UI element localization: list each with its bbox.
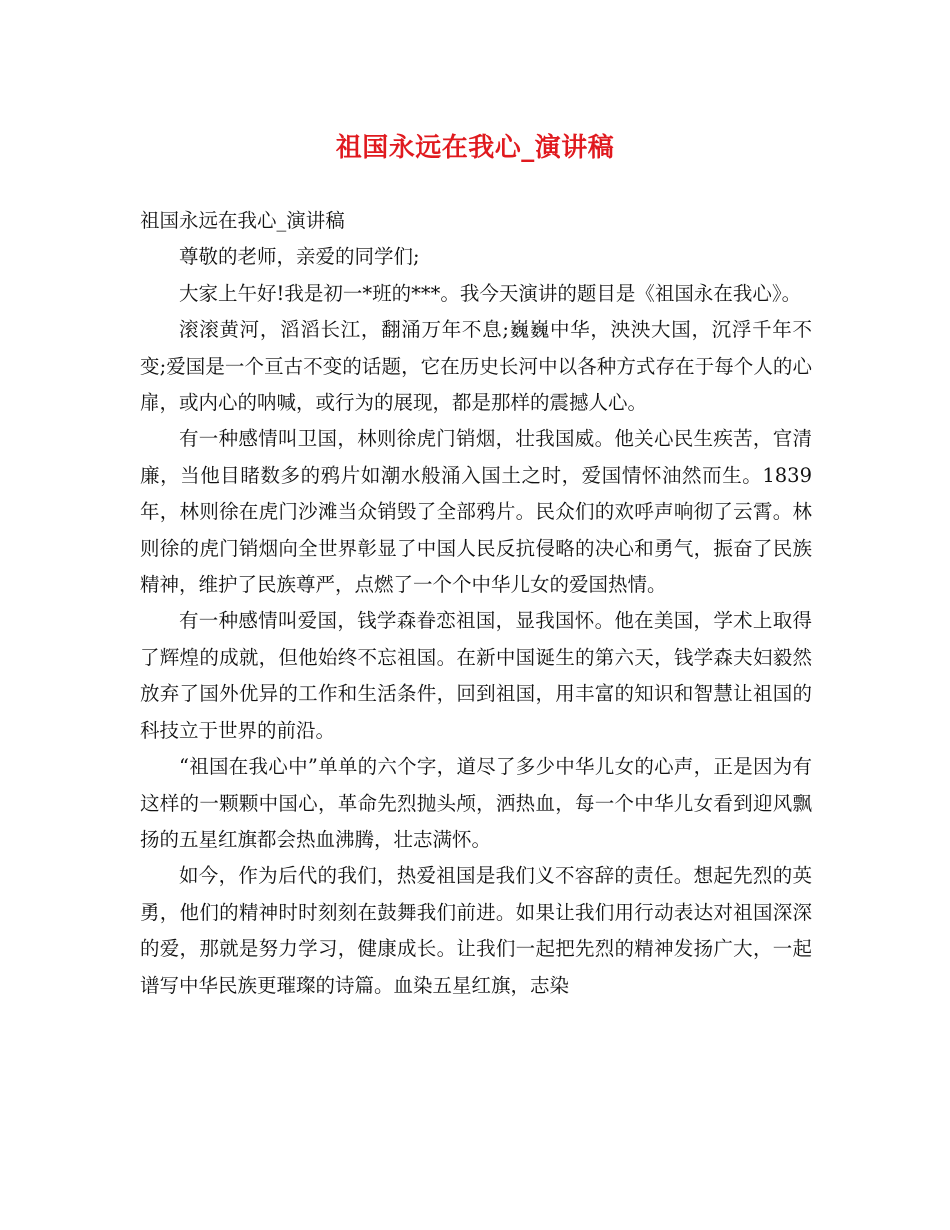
body-paragraph: 有一种感情叫爱国，钱学森眷恋祖国，显我国怀。他在美国，学术上取得了辉煌的成就，但他始终不忘祖国。在新中国诞生的第六天，钱学森夫妇毅然放弃了国外优异的工作和生活条件，回到祖国，用丰富的知识和智慧让祖国的科技立于世界的前沿。 [140, 609, 812, 742]
document-title: 祖国永远在我心_演讲稿 [335, 133, 615, 163]
document-body [140, 203, 812, 1004]
body-paragraph: 滚滚黄河，滔滔长江，翻涌万年不息;巍巍中华，泱泱大国，沉浮千年不变;爱国是一个亘古不变的话题，它在历史长河中以各种方式存在于每个人的心扉，或内心的呐喊，或行为的展现，都是那样的震撼人心。 [140, 318, 812, 415]
body-paragraph: 有一种感情叫卫国，林则徐虎门销烟，壮我国威。他关心民生疾苦，官清廉，当他目睹数多的鸦片如潮水般涌入国土之时，爱国情怀油然而生。1839年，林则徐在虎门沙滩当众销毁了全部鸦片。民众们的欢呼声响彻了云霄。林则徐的虎门销烟向全世界彰显了中国人民反抗侵略的决心和勇气，振奋了民族精神，维护了民族尊严，点燃了一个个中华儿女的爱国热情。 [140, 427, 812, 597]
body-paragraph: 如今，作为后代的我们，热爱祖国是我们义不容辞的责任。想起先烈的英勇，他们的精神时时刻刻在鼓舞我们前进。如果让我们用行动表达对祖国深深的爱，那就是努力学习，健康成长。让我们一起把先烈的精神发扬广大，一起谱写中华民族更璀璨的诗篇。血染五星红旗，志染 [140, 864, 812, 997]
document-subtitle: 祖国永远在我心_演讲稿 [140, 209, 345, 232]
salutation-paragraph: 尊敬的老师，亲爱的同学们; [179, 245, 420, 269]
intro-paragraph: 大家上午好!我是初一*班的***。我今天演讲的题目是《祖国永在我心》。 [179, 281, 802, 305]
body-paragraph: “祖国在我心中”单单的六个字，道尽了多少中华儿女的心声，正是因为有这样的一颗颗中国心，革命先烈抛头颅，洒热血，每一个中华儿女看到迎风飘扬的五星红旗都会热血沸腾，壮志满怀。 [140, 755, 812, 851]
